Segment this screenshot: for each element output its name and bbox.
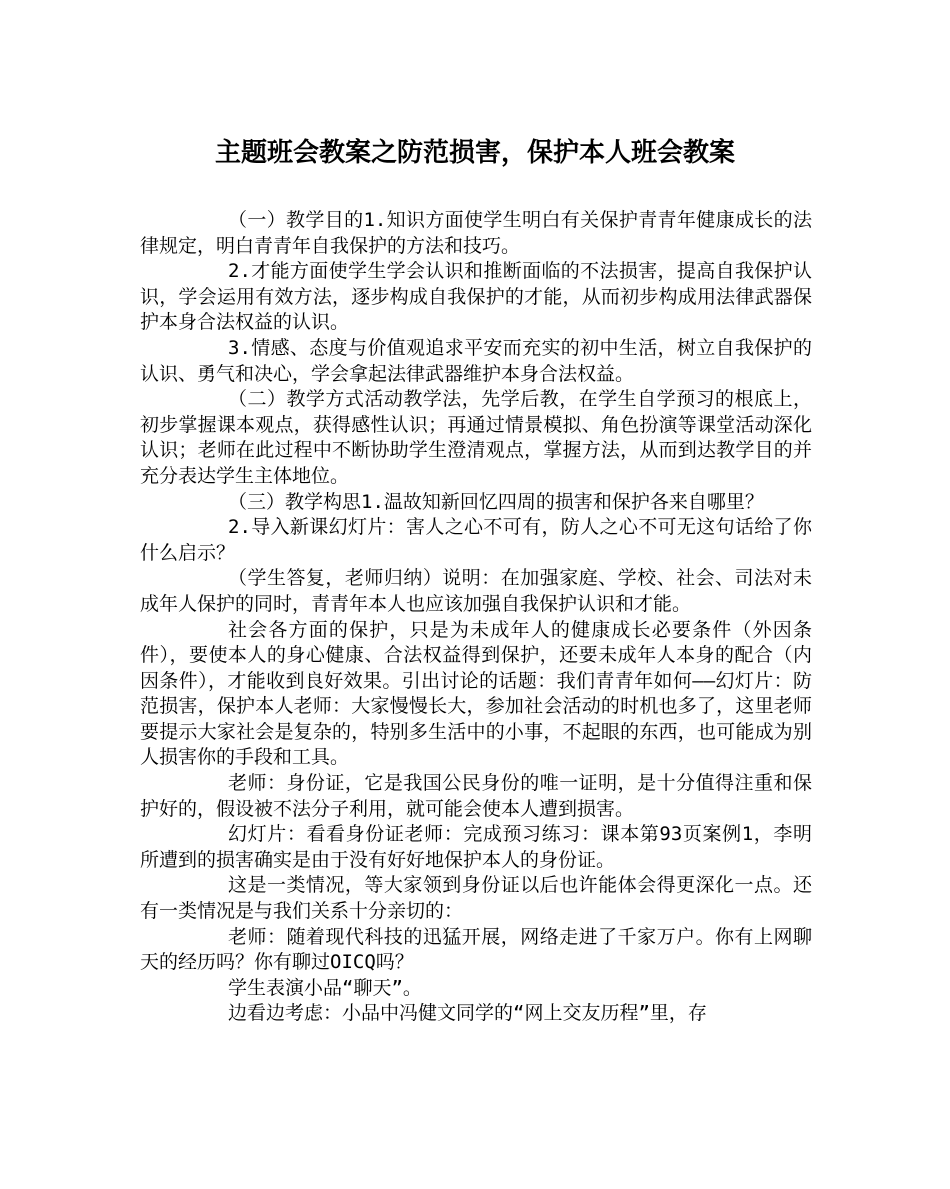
paragraph: 老师：随着现代科技的迅猛开展，网络走进了千家万户。你有上网聊天的经历吗？你有聊过OICQ吗？	[140, 925, 812, 974]
paragraph: 2.导入新课幻灯片：害人之心不可有，防人之心不可无这句话给了你什么启示？	[140, 516, 812, 564]
paragraph: （二）教学方式活动教学法，先学后教，在学生自学预习的根底上，初步掌握课本观点，获得感性认识；再通过情景模拟、角色扮演等课堂活动深化认识；老师在此过程中不断协助学生澄清观点，掌握方法，从而到达教学目的并充分表达学生主体地位。	[140, 388, 812, 487]
paragraph: 幻灯片：看看身份证老师：完成预习练习：课本第93页案例1，李明所遭到的损害确实是由于没有好好地保护本人的身份证。	[140, 823, 812, 871]
paragraph: （学生答复，老师归纳）说明：在加强家庭、学校、社会、司法对未成年人保护的同时，青青年本人也应该加强自我保护认识和才能。	[140, 567, 812, 615]
paragraph: （一）教学目的1.知识方面使学生明白有关保护青青年健康成长的法律规定，明白青青年自我保护的方法和技巧。	[140, 209, 812, 257]
paragraph: （三）教学构思1.温故知新回忆四周的损害和保护各来自哪里？	[228, 490, 764, 513]
paragraph: 边看边考虑：小品中冯健文同学的“网上交友历程”里，存	[228, 1002, 707, 1025]
paragraph: 3.情感、态度与价值观追求平安而充实的初中生活，树立自我保护的认识、勇气和决心，学会拿起法律武器维护本身合法权益。	[140, 336, 812, 385]
paragraph: 这是一类情况，等大家领到身份证以后也许能体会得更深化一点。还有一类情况是与我们关系十分亲切的：	[140, 874, 812, 923]
document-body	[140, 208, 812, 1027]
document-title: 主题班会教案之防范损害，保护本人班会教案	[214, 138, 735, 168]
paragraph: 学生表演小品“聊天”。	[228, 976, 422, 999]
paragraph: 老师：身份证，它是我国公民身份的唯一证明，是十分值得注重和保护好的，假设被不法分子利用，就可能会使本人遭到损害。	[140, 772, 812, 820]
paragraph: 2.才能方面使学生学会认识和推断面临的不法损害，提高自我保护认识，学会运用有效方法，逐步构成自我保护的才能，从而初步构成用法律武器保护本身合法权益的认识。	[140, 260, 812, 334]
paragraph: 社会各方面的保护，只是为未成年人的健康成长必要条件（外因条件），要使本人的身心健康、合法权益得到保护，还要未成年人本身的配合（内因条件），才能收到良好效果。引出讨论的话题：我们青青年如何——幻灯片：防范损害，保护本人老师：大家慢慢长大，参加社会活动的时机也多了，这里老师要提示大家社会是复杂的，特别多生活中的小事，不起眼的东西，也可能成为别人损害你的手段和工具。	[140, 618, 812, 769]
